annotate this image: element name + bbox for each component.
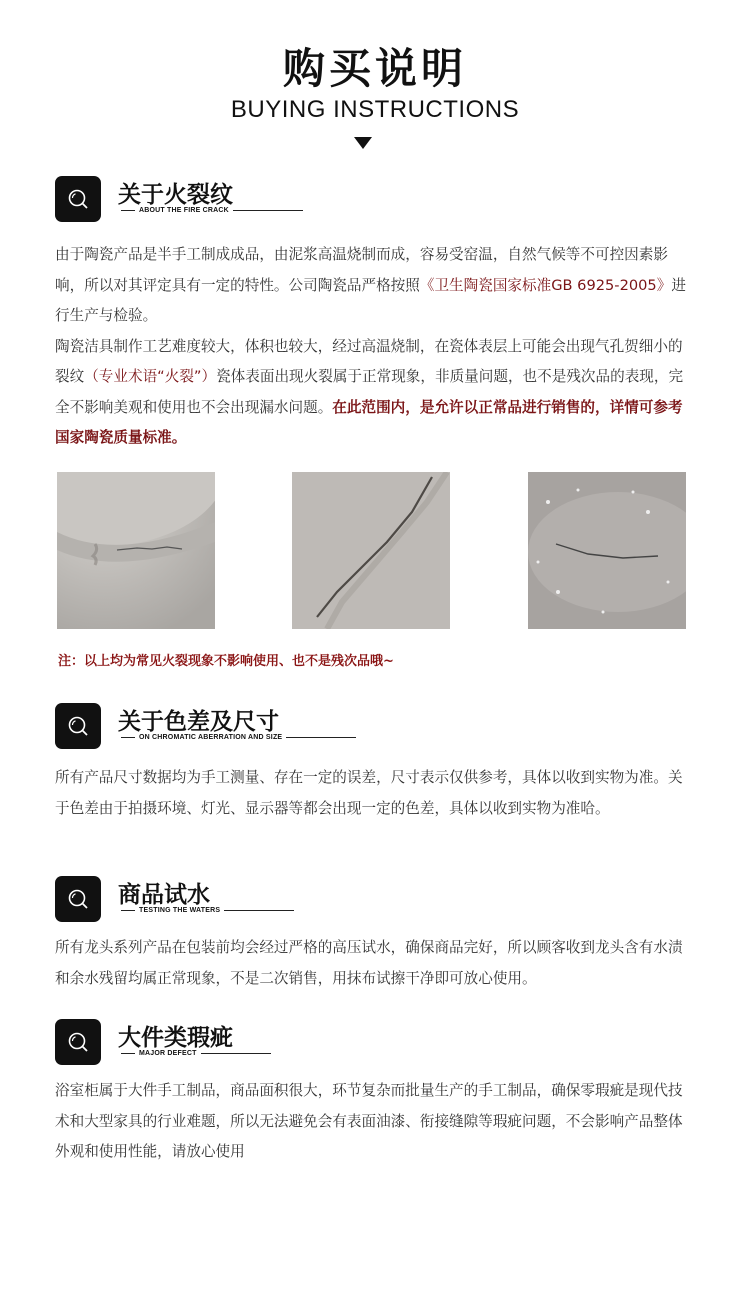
page-subtitle: BUYING INSTRUCTIONS <box>230 96 520 123</box>
section-title: 商品试水 <box>118 882 210 908</box>
section-header <box>55 703 695 751</box>
paragraph: 浴室柜属于大件手工制品，商品面积很大，环节复杂而批量生产的手工制品，确保零瑕疵是现代技术和大型家具的行业难题，所以无法避免会有表面油漆、衔接缝隙等瑕疵问题，不会影响产品整体外观和使用性能，请放心使用 <box>55 1082 683 1160</box>
note-text: 注：以上均为常见火裂现象不影响使用、也不是残次品哦~ <box>58 654 394 669</box>
page-title: 购买说明 <box>282 44 467 93</box>
paragraph: 所有龙头系列产品在包装前均会经过严格的高压试水，确保商品完好，所以顾客收到龙头含有水渍和余水残留均属正常现象，不是二次销售，用抹布试擦干净即可放心使用。 <box>55 939 683 987</box>
section-title: 关于色差及尺寸 <box>118 709 279 735</box>
search-icon <box>55 876 101 922</box>
paragraph-1: 由于陶瓷产品是半手工制成成品，由泥浆高温烧制而成，容易受窑温，自然气候等不可控因素影响，所以对其评定具有一定的特性。公司陶瓷品严格按照《卫生陶瓷国家标准GB 6925-2005》进行生产与检验。 <box>55 246 686 324</box>
section-subtitle: ON CHROMATIC ABERRATION AND SIZE <box>121 734 356 741</box>
header <box>0 0 750 160</box>
section-testing-water <box>55 876 695 987</box>
search-icon <box>55 176 101 222</box>
section-title: 大件类瑕疵 <box>118 1025 233 1051</box>
section-subtitle: MAJOR DEFECT <box>121 1050 271 1057</box>
crack-photo-1 <box>57 472 215 629</box>
crack-photo-3 <box>528 472 686 629</box>
arrow-down-icon <box>354 137 372 149</box>
paragraph: 所有产品尺寸数据均为手工测量、存在一定的误差，尺寸表示仅供参考，具体以收到实物为准。关于色差由于拍摄环境、灯光、显示器等都会出现一定的色差，具体以收到实物为准哈。 <box>55 769 683 817</box>
search-icon <box>55 1019 101 1065</box>
section-fire-crack <box>55 176 695 446</box>
section-header <box>55 1019 695 1067</box>
section-subtitle: ABOUT THE FIRE CRACK <box>121 207 303 214</box>
section-header <box>55 876 695 924</box>
section-header <box>55 176 695 224</box>
crack-photo-2 <box>292 472 450 629</box>
search-icon <box>55 703 101 749</box>
section-chromatic-size <box>55 703 695 817</box>
paragraph-2: 陶瓷洁具制作工艺难度较大，体积也较大，经过高温烧制，在瓷体表层上可能会出现气孔贺细小的裂纹（专业术语“火裂”）瓷体表面出现火裂属于正常现象，非质量问题，也不是残次品的表现，完全不影响美观和使用也不会出现漏水问题。在此范围内，是允许以正常品进行销售的，详情可参考国家陶瓷质量标准。 <box>55 337 684 446</box>
section-title: 关于火裂纹 <box>118 182 233 208</box>
section-major-defect <box>55 1019 695 1160</box>
section-subtitle: TESTING THE WATERS <box>121 907 294 914</box>
